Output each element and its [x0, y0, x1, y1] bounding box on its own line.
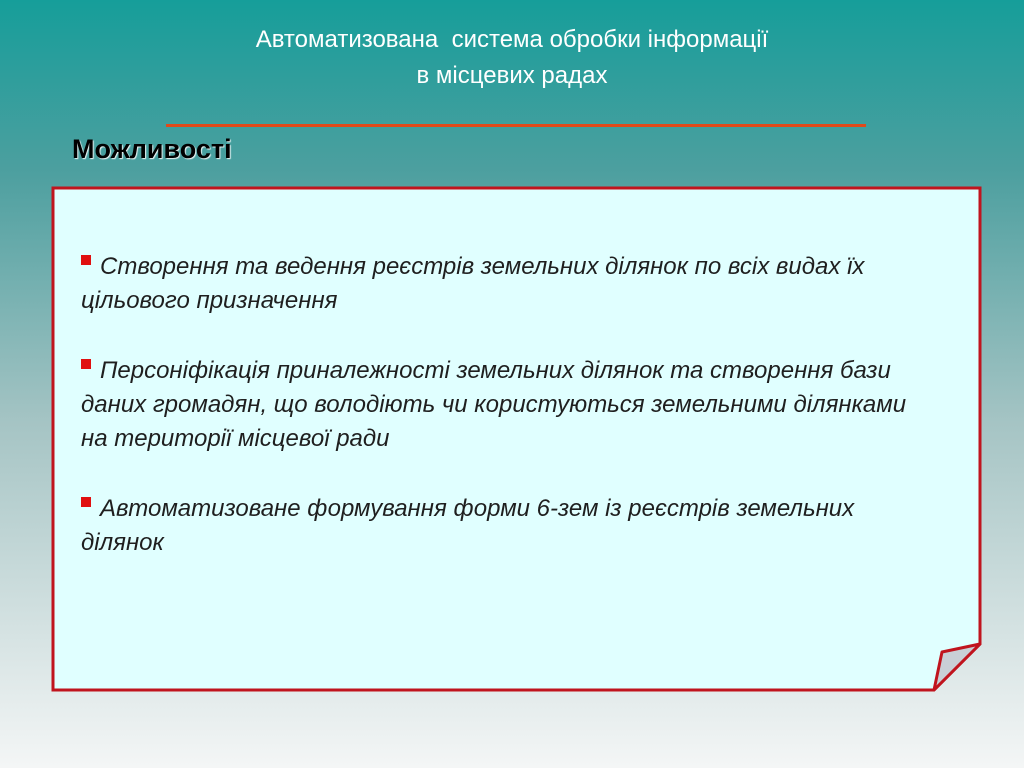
bullet-text: Персоніфікація приналежності земельних ділянок та створення бази даних громадян, що володіють чи користуються земельними ділянками на території місцевої ради — [81, 357, 907, 452]
bullet-text: Створення та ведення реєстрів земельних ділянок по всіх видах їх цільового призначення — [81, 253, 865, 314]
bullet-item — [81, 250, 921, 318]
bullet-item — [81, 492, 921, 560]
slide-title-line-2: в місцевих радах — [416, 62, 608, 89]
slide-title-line-1: Автоматизована система обробки інформації — [255, 26, 769, 53]
square-bullet-icon — [81, 359, 91, 369]
bullet-list — [81, 250, 921, 596]
square-bullet-icon — [81, 255, 91, 265]
bullet-text: Автоматизоване формування форми 6-зем із реєстрів земельних ділянок — [81, 495, 855, 556]
section-heading: Можливості — [72, 134, 232, 164]
square-bullet-icon — [81, 497, 91, 507]
bullet-item — [81, 354, 921, 456]
